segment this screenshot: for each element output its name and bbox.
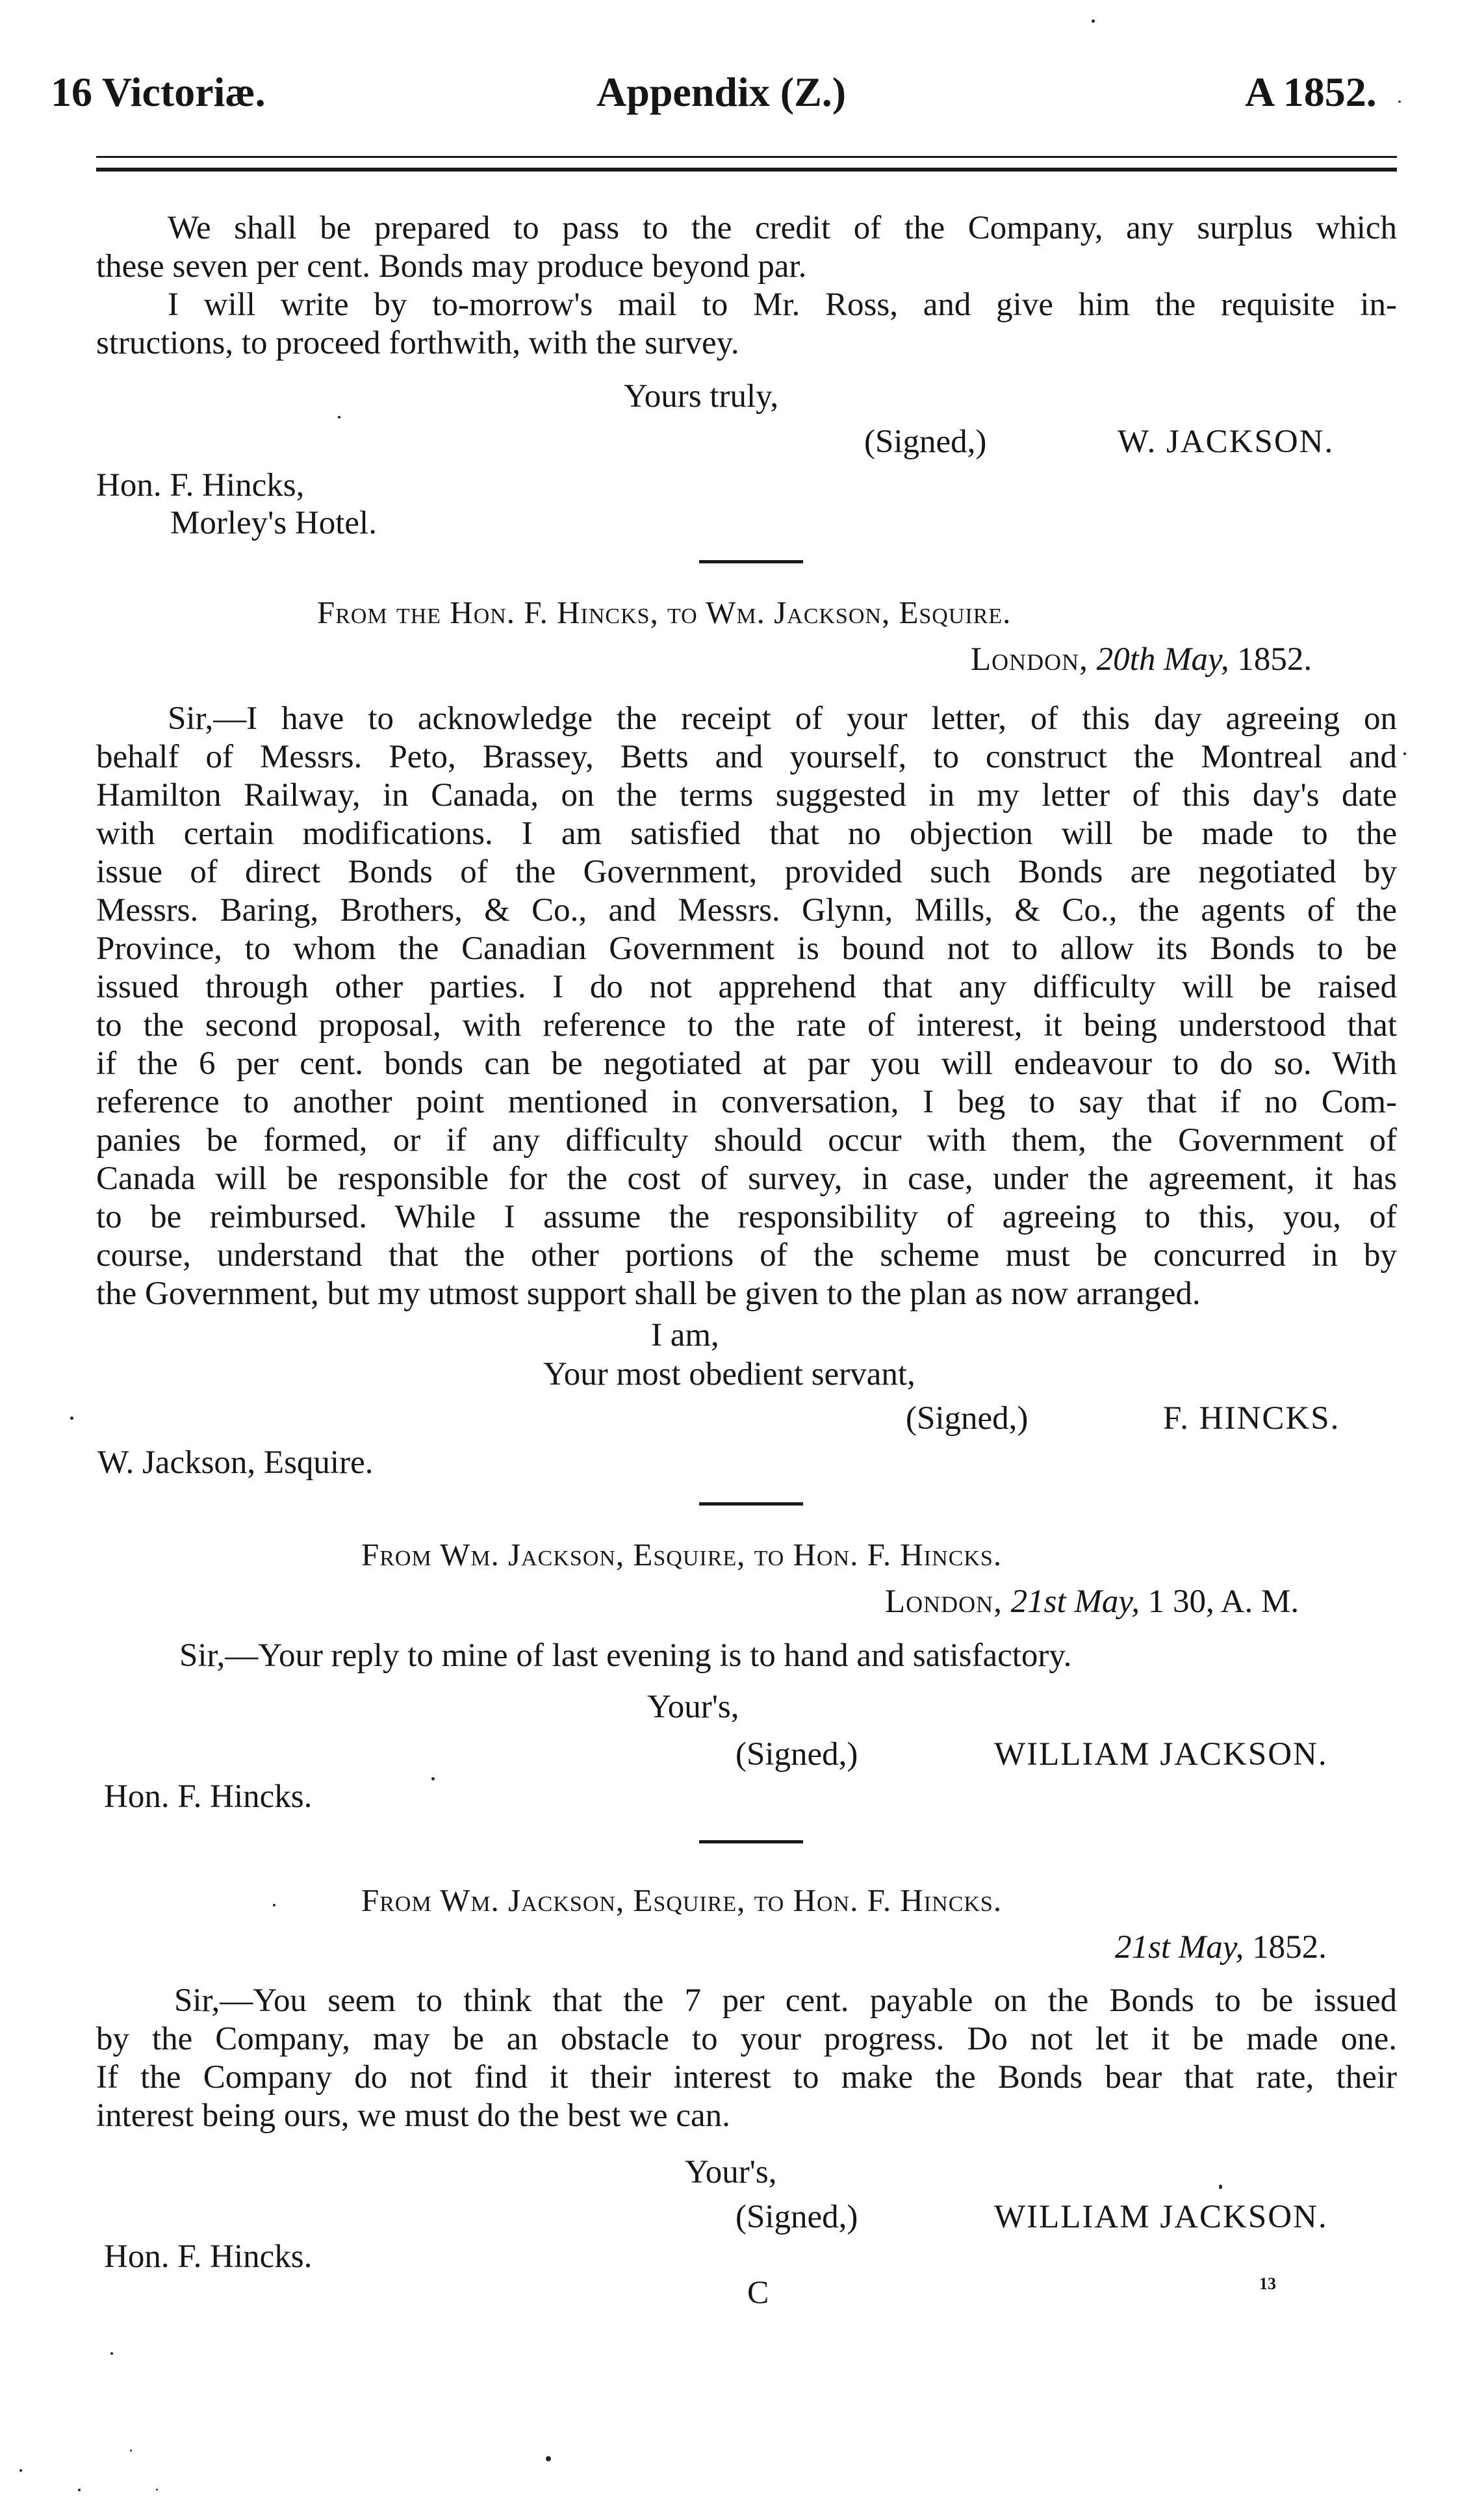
section-divider — [699, 1502, 803, 1506]
scan-speck — [1398, 101, 1401, 103]
folio-mark: 13 — [1259, 2274, 1276, 2293]
letter1-closing: Yours truly, — [624, 378, 779, 415]
letter2-dateline-date: 20th May, — [1096, 641, 1229, 678]
letter2-signed: (Signed,) — [906, 1400, 1029, 1437]
letter2-line: with certain modifications. I am satisfied that no objection will be made to the — [96, 815, 1397, 852]
letter2-line: the Government, but my utmost support shall be given to the plan as now arranged. — [96, 1276, 1201, 1312]
letter2-line: to the second proposal, with reference to the rate of interest, it being understood that — [96, 1007, 1397, 1044]
scan-speck — [78, 2489, 81, 2491]
letter4-closing: Your's, — [685, 2154, 777, 2190]
scan-speck — [431, 1777, 435, 1780]
letter4-line: by the Company, may be an obstacle to your progress. Do not let it be made one. — [96, 2021, 1397, 2057]
letter3-dateline-place: London, — [885, 1584, 1003, 1620]
letter3-dateline-time: 1 30, A. M. — [1147, 1584, 1299, 1620]
scan-speck — [130, 2450, 132, 2452]
letter2-heading: From the Hon. F. Hincks, to Wm. Jackson, Esquire. — [317, 595, 1012, 630]
letter3-signed: (Signed,) — [736, 1736, 858, 1773]
letter2-line: Sir,—I have to acknowledge the receipt of your letter, of this day agreeing on — [168, 700, 1397, 737]
letter4-body — [96, 1982, 1397, 2135]
scan-speck — [546, 2456, 551, 2461]
letter1-line: We shall be prepared to pass to the credit of the Company, any surplus which — [168, 210, 1397, 246]
letter4-signed: (Signed,) — [736, 2199, 858, 2235]
letter2-line: Messrs. Baring, Brothers, & Co., and Messrs. Glynn, Mills, & Co., the agents of the — [96, 892, 1397, 929]
letter2-line: Canada will be responsible for the cost of survey, in case, under the agreement, it has — [96, 1161, 1397, 1197]
letter2-line: to be reimbursed. While I assume the responsibility of agreeing to this, you, of — [96, 1199, 1397, 1235]
letter2-line: issue of direct Bonds of the Government, provided such Bonds are negotiated by — [96, 854, 1397, 890]
letter2-line: reference to another point mentioned in conversation, I beg to say that if no Com- — [96, 1084, 1397, 1120]
letter3-signature: WILLIAM JACKSON. — [994, 1736, 1328, 1773]
letter4-signature: WILLIAM JACKSON. — [994, 2199, 1328, 2235]
scan-speck — [273, 1904, 275, 1906]
signature-mark: C — [747, 2274, 769, 2310]
letter1-body — [96, 209, 1397, 363]
letter3-dateline-date: 21st May, — [1010, 1584, 1140, 1620]
scan-speck — [156, 2489, 158, 2491]
scan-speck — [1092, 19, 1095, 23]
letter3-heading: From Wm. Jackson, Esquire, to Hon. F. Hincks. — [361, 1537, 1003, 1572]
section-divider — [699, 1840, 803, 1843]
letter1-addressee: Hon. F. Hincks, — [96, 467, 305, 504]
letter3-dateline — [885, 1585, 1299, 1619]
letter1-signature: W. JACKSON. — [1118, 424, 1335, 460]
scan-speck — [1403, 752, 1406, 755]
letter2-line: panies be formed, or if any difficulty should occur with them, the Government of — [96, 1122, 1397, 1159]
letter1-line: structions, to proceed forthwith, with the survey. — [96, 325, 739, 361]
letter4-line: interest being ours, we must do the best we can. — [96, 2097, 730, 2134]
letter4-line: If the Company do not find it their interest to make the Bonds bear that rate, their — [96, 2059, 1397, 2096]
letter4-heading: From Wm. Jackson, Esquire, to Hon. F. Hincks. — [361, 1882, 1003, 1918]
letter1-line: I will write by to-morrow's mail to Mr. Ross, and give him the requisite in- — [168, 287, 1397, 323]
letter2-body — [96, 700, 1397, 1313]
header-rule-bottom — [96, 168, 1397, 172]
letter2-line: course, understand that the other portions of the scheme must be concurred in by — [96, 1237, 1397, 1274]
letter4-dateline-date: 21st May, — [1115, 1929, 1244, 1966]
letter2-line: Hamilton Railway, in Canada, on the terms suggested in my letter of this day's date — [96, 777, 1397, 814]
letter4-dateline-year: 1852. — [1252, 1929, 1327, 1966]
header-session: 16 Victoriæ. — [51, 69, 266, 115]
header-rule-top — [96, 156, 1397, 158]
scan-speck — [338, 416, 340, 418]
letter1-line: these seven per cent. Bonds may produce beyond par. — [96, 248, 807, 285]
scan-speck — [70, 1417, 73, 1420]
letter2-dateline-place: London, — [971, 641, 1088, 678]
letter2-addressee: W. Jackson, Esquire. — [97, 1444, 374, 1481]
letter2-line: Province, to whom the Canadian Government is bound not to allow its Bonds to be — [96, 930, 1397, 967]
letter2-dateline-year: 1852. — [1237, 641, 1312, 678]
letter2-closing-2: Your most obedient servant, — [543, 1356, 915, 1392]
letter2-dateline — [971, 643, 1312, 676]
header-year: A 1852. — [1245, 69, 1377, 115]
scan-speck — [1219, 2185, 1222, 2189]
letter1-signed: (Signed,) — [864, 424, 987, 460]
letter3-closing: Your's, — [647, 1689, 739, 1725]
letter3-body: Sir,—Your reply to mine of last evening is to hand and satisfactory. — [179, 1637, 1072, 1674]
letter2-line: if the 6 per cent. bonds can be negotiated at par you will endeavour to do so. With — [96, 1045, 1397, 1082]
letter3-addressee: Hon. F. Hincks. — [104, 1778, 313, 1815]
section-divider — [699, 560, 803, 563]
header-appendix: Appendix (Z.) — [596, 69, 847, 115]
letter1-addressee-address: Morley's Hotel. — [170, 505, 377, 541]
letter2-closing-1: I am, — [651, 1317, 719, 1353]
letter2-line: behalf of Messrs. Peto, Brassey, Betts and yourself, to construct the Montreal and — [96, 739, 1397, 775]
scan-speck — [19, 2469, 22, 2472]
letter4-dateline — [1115, 1931, 1327, 1964]
letter4-line: Sir,—You seem to think that the 7 per cent. payable on the Bonds to be issued — [174, 1982, 1397, 2019]
scan-speck — [110, 2352, 113, 2355]
letter4-addressee: Hon. F. Hincks. — [104, 2238, 313, 2275]
letter2-line: issued through other parties. I do not apprehend that any difficulty will be raised — [96, 969, 1397, 1005]
letter2-signature: F. HINCKS. — [1163, 1400, 1340, 1437]
